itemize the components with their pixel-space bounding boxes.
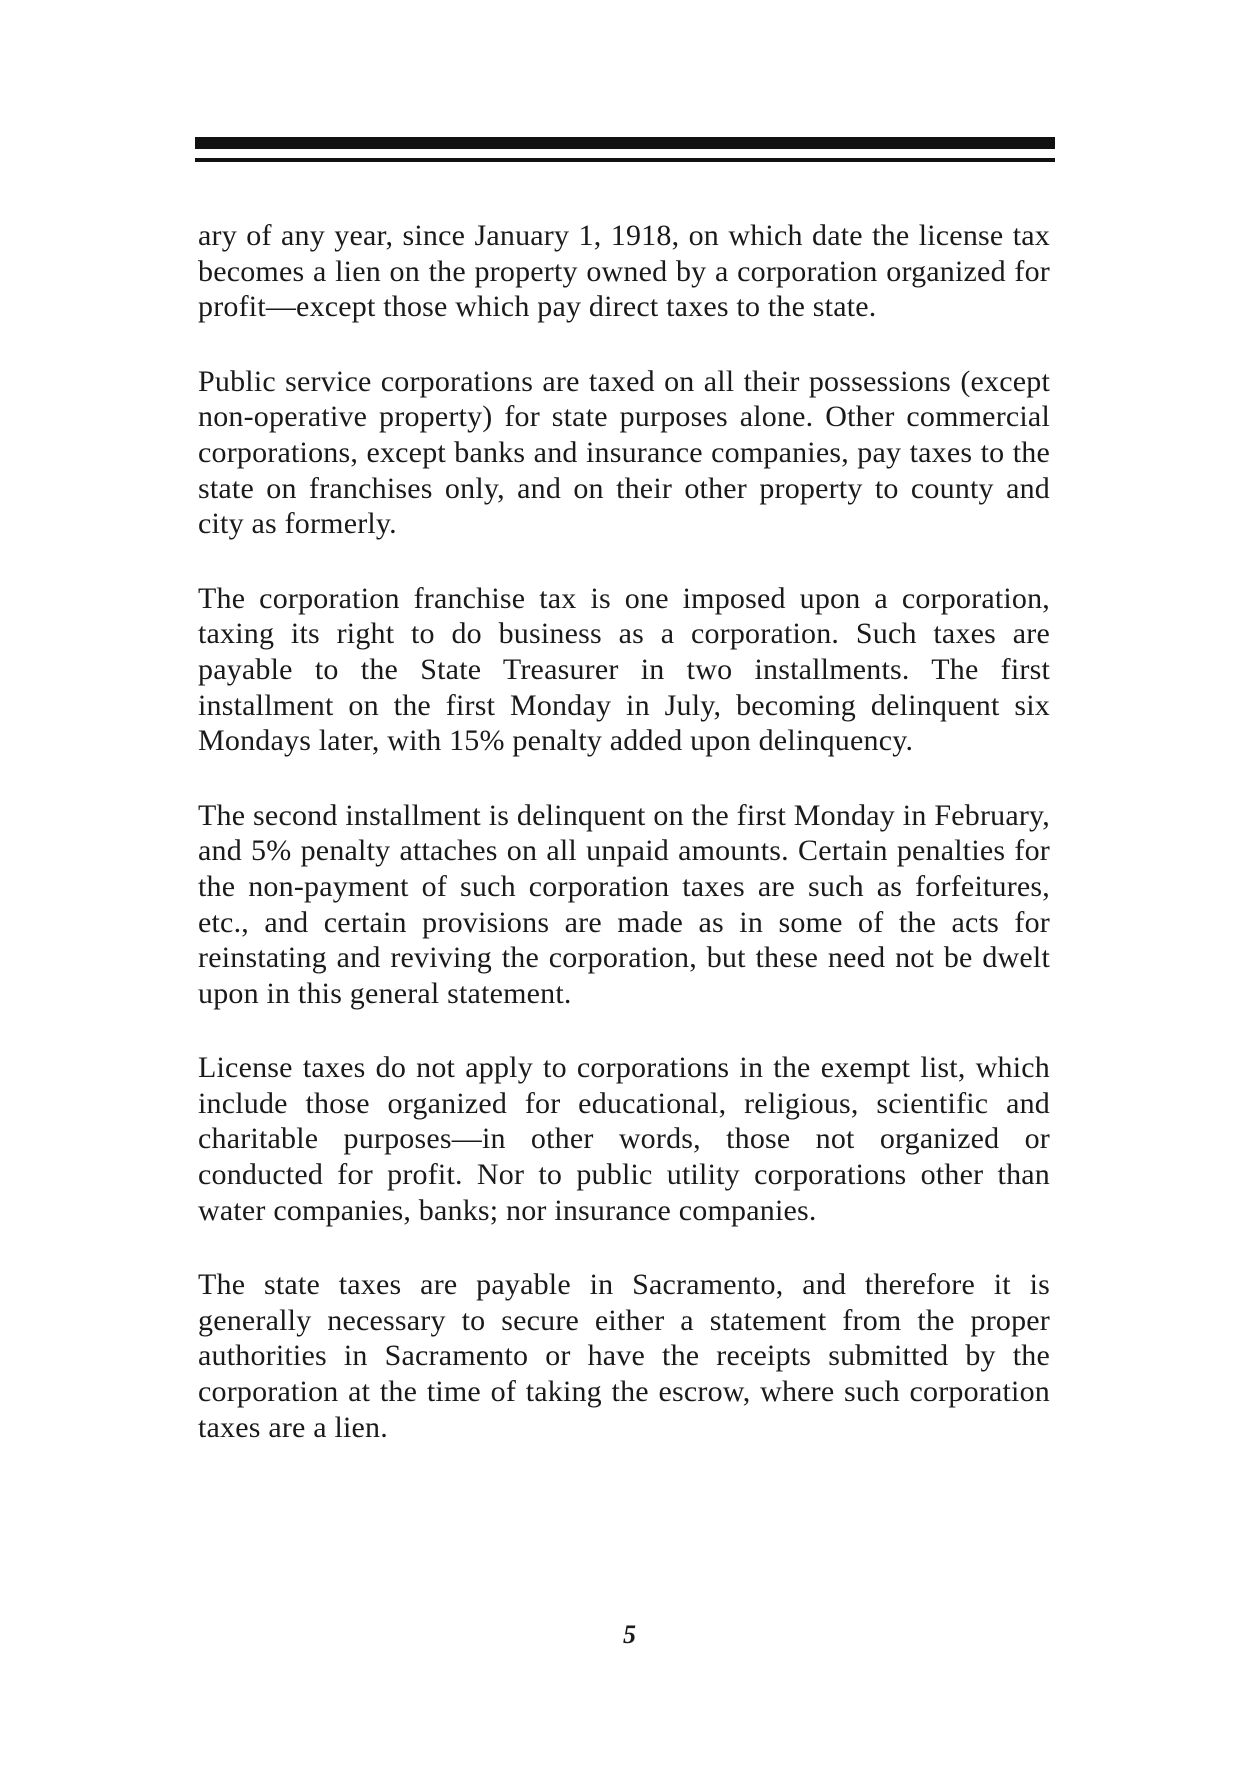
paragraph: ary of any year, since January 1, 1918, on which date the license tax becomes a lien on the property owned by a corporation organized for profit—except those which pay direct taxes to the state.	[198, 219, 1050, 324]
paragraph: Public service corporations are taxed on all their possessions (except non-operative property) for state purposes alone. Other commercial corporations, except banks and insurance companies, pay taxes to the state on franchises only, and on their other property to county and city as formerly.	[198, 364, 1050, 541]
paragraph: License taxes do not apply to corporations in the exempt list, which include those organized for educational, religious, scientific and charitable purposes—in other words, those not organized or conducted for profit. Nor to public utility corporations other than water companies, banks; nor insurance companies.	[198, 1051, 1050, 1227]
body-text	[198, 218, 1050, 1484]
header-rule-thick	[195, 137, 1055, 149]
paragraph: The second installment is delinquent on the first Monday in February, and 5% penalty attaches on all unpaid amounts. Certain penalties for the non-payment of such corporation taxes are such as forfeitures, etc., and certain provisions are made as in some of the acts for reinstating and reviving the corporation, but these need not be dwelt upon in this general statement.	[198, 798, 1050, 1010]
page-number: 5	[623, 1620, 636, 1649]
header-rule-thin	[195, 158, 1055, 162]
paragraph: The corporation franchise tax is one imposed upon a corporation, taxing its right to do business as a corporation. Such taxes are payable to the State Treasurer in two installments. The first installment on the first Monday in July, becoming delinquent six Mondays later, with 15% penalty added upon delinquency.	[198, 581, 1050, 758]
paragraph: The state taxes are payable in Sacramento, and therefore it is generally necessary to secure either a statement from the proper authorities in Sacramento or have the receipts submitted by the corporation at the time of taking the escrow, where such corporation taxes are a lien.	[198, 1268, 1050, 1444]
